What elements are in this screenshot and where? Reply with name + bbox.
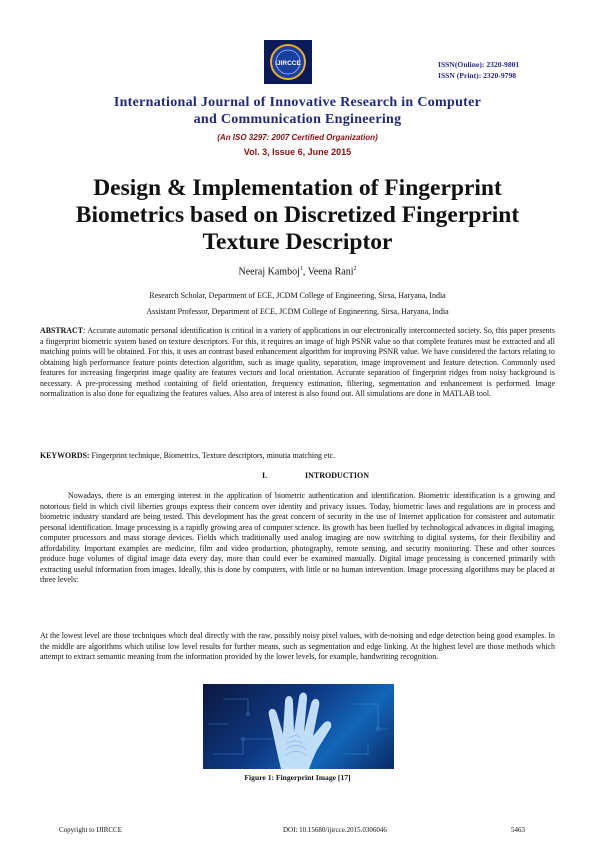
abstract-colon: : [82, 326, 86, 335]
section-number: I. [262, 471, 268, 480]
intro-paragraph-1: Nowadays, there is an emerging interest in the application of biometric authentication and identification. Biometric identification is a growing and notorious field in which civil liberties groups express their concern over identity and privacy issues. Today, biometric laws and regulations are in process and biometric industry standard are being tested. This development has the great concern of security in the use of Internet application for consistent and automatic personal identification. Image processing is a rapidly growing area of computer science. Its growth has been fuelled by technological advances in digital imaging, computer processors and mass storage devices. Fields which traditionally used analog imaging are now switching to digital systems, for their flexibility and affordability. Important examples are medicine, film and video production, photography, remote sensing, and security monitoring. These and other sources produce huge volumes of digital image data every day, more than could ever be examined manually. Digital image processing is concerned primarily with extracting useful information from images. Ideally, this is done by computers, with little or no human intervention. Image processing algorithms may be placed at three levels: [40, 491, 555, 584]
journal-volume: Vol. 3, Issue 6, June 2015 [243, 147, 352, 157]
abstract [40, 326, 555, 400]
journal-title-line2: and Communication Engineering [193, 112, 402, 127]
paper-title [40, 175, 555, 256]
journal-iso: (An ISO 3297: 2007 Certified Organization) [217, 133, 378, 142]
affiliation-2: Assistant Professor, Department of ECE, JCDM College of Engineering, Sirsa, Haryana, India [146, 307, 449, 316]
figure-caption: Figure 1: Fingerprint Image [17] [244, 773, 351, 782]
paper-title-line2: Biometrics based on Discretized Fingerprint [75, 202, 520, 228]
footer-doi: DOI: 10.15680/ijircce.2015.0306046 [283, 826, 387, 834]
issn-online: ISSN(Online): 2320-9801 [438, 60, 520, 69]
issn-print: ISSN (Print): 2320-9798 [438, 71, 517, 80]
logo-text: IJIRCCE [275, 60, 301, 67]
author-2: Veena Rani [307, 266, 354, 278]
author-1-sup: 1 [299, 266, 303, 272]
intro-paragraph-2: At the lowest level are those techniques which deal directly with the raw, possibly noisy pixel values, with de-noising and edge detection being good examples. In the middle are algorithms which utilise low level results for further means, such as segmentation and edge linking. At the highest level are those methods which attempt to extract semantic meaning from the information provided by the lower levels, for example, handwriting recognition. [40, 631, 555, 661]
keywords-text: Fingerprint technique, Biometrics, Texture descriptors, minutia matching etc. [89, 451, 336, 460]
authors [40, 266, 555, 277]
affiliation-1: Research Scholar, Department of ECE, JCDM College of Engineering, Sirsa, Haryana, India [149, 291, 446, 300]
abstract-text: Accurate automatic personal identification is critical in a variety of applications in our electronically interconnected society. So, this paper presents a fingerprint biometric system based on texture descriptors. For this, it requires an image of high PSNR value so that complete features must be extracted and all matching points will be obtained. For this, it uses an contrast based enhancement algorithm for improving PSNR value. We have considered the factors relating to obtaining high performance feature points detection algorithm, such as image quality, separation, image improvement and feature detection. Commonly used features for increasing fingerprint image quality are features vectors and local orientation. Accurate separation of fingerprint ridges from noisy background is necessary. A pre-processing method containing of field orientation, frequency estimation, filtering, segmentation and enhancement is performed. Image normalization is also done for equalizing the features values. Also area of interest is also found out. All simulations are done in MATLAB tool. [40, 326, 555, 398]
abstract-label: ABSTRACT [40, 326, 83, 335]
keywords [40, 451, 555, 462]
keywords-label: KEYWORDS: [40, 451, 90, 460]
journal-title-line1: International Journal of Innovative Research in Computer [113, 95, 482, 110]
footer-copyright: Copyright to IJIRCCE [59, 826, 123, 834]
paper-title-line3: Texture Descriptor [202, 229, 393, 255]
paper-title-line1: Design & Implementation of Fingerprint [93, 175, 502, 201]
footer-page-number: 5463 [511, 826, 525, 834]
journal-logo [264, 40, 312, 84]
section-title: INTRODUCTION [305, 471, 370, 480]
author-2-sup: 2 [353, 266, 357, 272]
author-1: Neeraj Kamboj [238, 266, 300, 278]
author-separator: , [302, 266, 308, 278]
fingerprint-image [203, 684, 394, 769]
